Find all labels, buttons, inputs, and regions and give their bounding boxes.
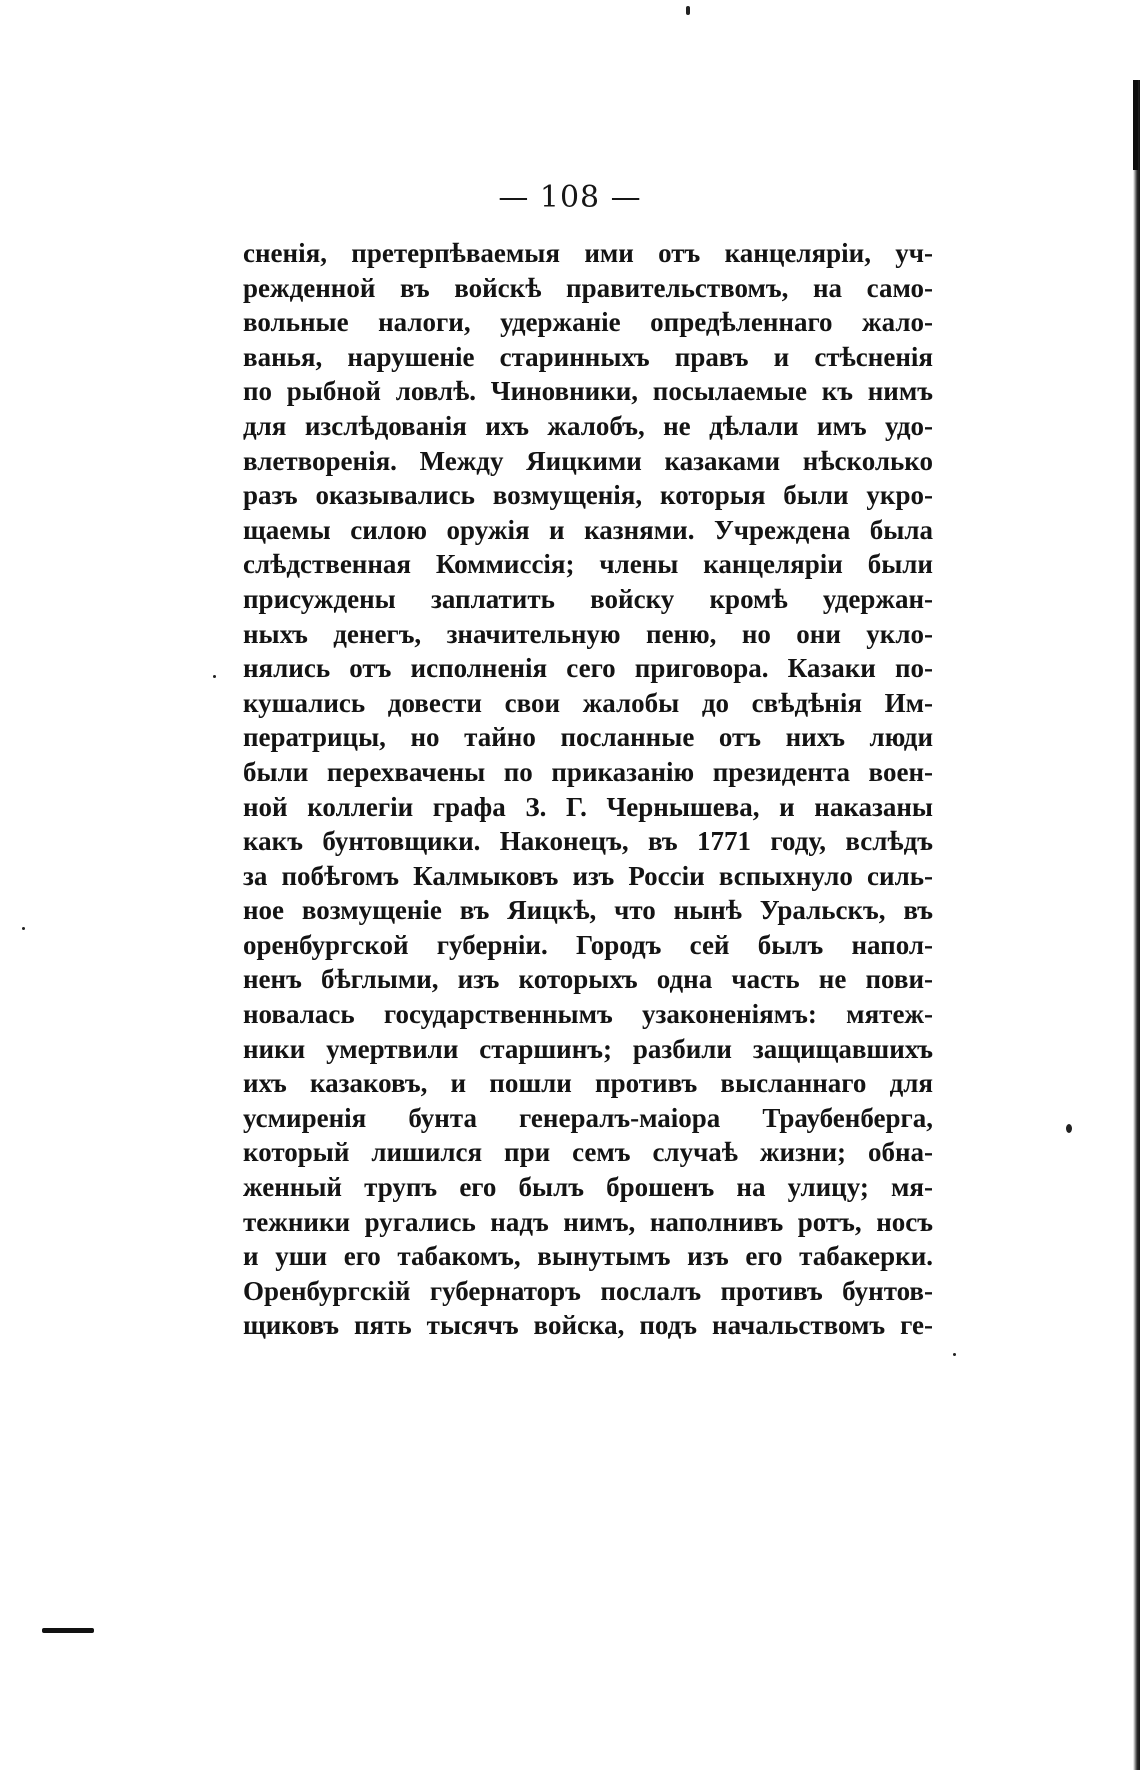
- text-line: ники умертвили старшинъ; разбили защищавшихъ: [243, 1033, 933, 1064]
- text-line: ванья, нарушеніе старинныхъ правъ и стѣсненія: [243, 341, 933, 372]
- text-line: какъ бунтовщики. Наконецъ, въ 1771 году, вслѣдъ: [243, 826, 933, 857]
- text-line: нялись отъ исполненія сего приговора. Казаки по-: [243, 653, 933, 684]
- text-line: новалась государственнымъ узаконеніямъ: мятеж-: [243, 999, 933, 1030]
- text-line: по рыбной ловлѣ. Чиновники, посылаемые къ нимъ: [243, 376, 933, 407]
- text-line: режденной въ войскѣ правительствомъ, на само-: [243, 272, 933, 303]
- text-line: ной коллегіи графа З. Г. Чернышева, и наказаны: [243, 791, 933, 822]
- ink-speck: [953, 1353, 956, 1356]
- text-line: присуждены заплатить войску кромѣ удержан-: [243, 583, 933, 614]
- page-edge-binding-mark: [1133, 80, 1138, 170]
- page-edge-shadow: [1133, 80, 1140, 1770]
- text-line: щиковъ пять тысячъ войска, подъ начальствомъ ге-: [243, 1310, 933, 1341]
- text-line: сненія, претерпѣваемыя ими отъ канцеляріи, уч-: [243, 238, 933, 268]
- ink-speck: [22, 927, 25, 930]
- text-line: тежники ругались надъ нимъ, наполнивъ ротъ, носъ: [243, 1206, 933, 1237]
- page-number: — 108 —: [498, 180, 642, 215]
- text-line: ихъ казаковъ, и пошли противъ высланнаго для: [243, 1068, 933, 1099]
- text-line: слѣдственная Коммиссія; члены канцеляріи были: [243, 549, 933, 580]
- ink-speck: [213, 675, 216, 678]
- text-line: щаемы силою оружія и казнями. Учреждена была: [243, 514, 933, 545]
- text-line: кушались довести свои жалобы до свѣдѣнія Им-: [243, 687, 933, 718]
- body-text: [243, 236, 933, 1343]
- text-line: ненъ бѣглыми, изъ которыхъ одна часть не пови-: [243, 964, 933, 995]
- text-line: оренбургской губерніи. Городъ сей былъ напол-: [243, 929, 933, 960]
- text-line: для изслѣдованія ихъ жалобъ, не дѣлали имъ удо-: [243, 410, 933, 441]
- text-line: ныхъ денегъ, значительную пеню, но они укло-: [243, 618, 933, 649]
- text-line: ное возмущеніе въ Яицкѣ, что нынѣ Уральскъ, въ: [243, 895, 933, 926]
- text-line: ператрицы, но тайно посланные отъ нихъ люди: [243, 722, 933, 753]
- text-line: женный трупъ его былъ брошенъ на улицу; мя-: [243, 1172, 933, 1203]
- text-line: Оренбургскій губернаторъ послалъ противъ бунтов-: [243, 1275, 933, 1306]
- ink-speck: [1066, 1124, 1072, 1133]
- text-line: были перехвачены по приказанію президента воен-: [243, 756, 933, 787]
- ink-speck: [686, 6, 690, 15]
- margin-dash-mark: [42, 1628, 94, 1633]
- text-line: усмиренія бунта генералъ-маіора Траубенберга,: [243, 1102, 933, 1133]
- text-line: и уши его табакомъ, вынутымъ изъ его табакерки.: [243, 1241, 933, 1272]
- text-line: разъ оказывались возмущенія, которыя были укро-: [243, 480, 933, 511]
- text-line: за побѣгомъ Калмыковъ изъ Россіи вспыхнуло силь-: [243, 860, 933, 891]
- text-line: влетворенія. Между Яицкими казаками нѣсколько: [243, 445, 933, 476]
- text-line: вольные налоги, удержаніе опредѣленнаго жало-: [243, 307, 933, 338]
- text-line: который лишился при семъ случаѣ жизни; обна-: [243, 1137, 933, 1168]
